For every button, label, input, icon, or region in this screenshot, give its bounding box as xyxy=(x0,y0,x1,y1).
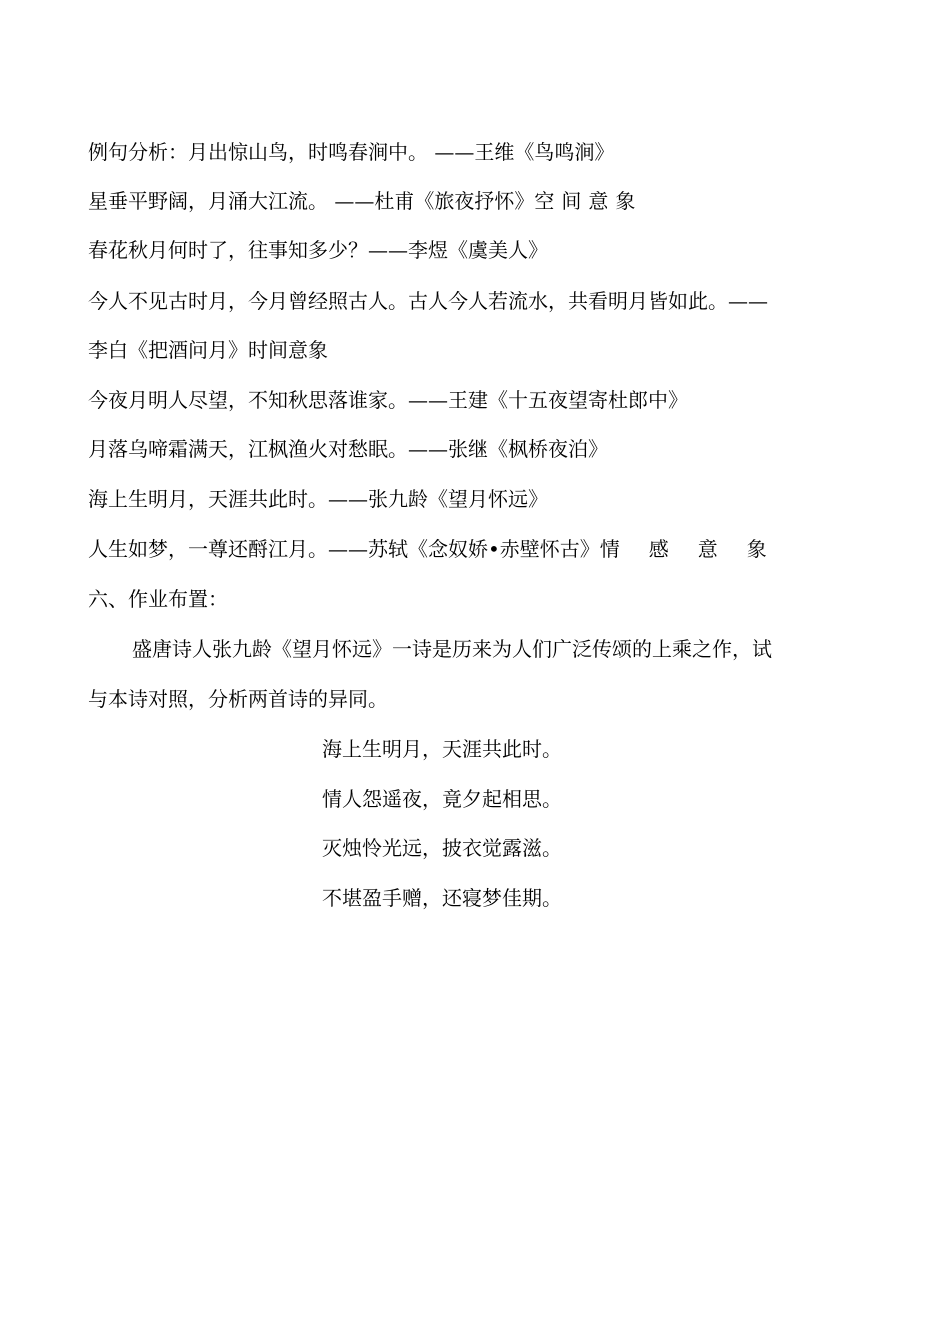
poem-line: 灭烛怜光远，披衣觉露滋。 xyxy=(322,836,562,860)
example-line-libai-2: 李白《把酒问月》时间意象 xyxy=(88,338,328,362)
example-line-wangwei: 例句分析：月出惊山鸟，时鸣春涧中。 ——王维《鸟鸣涧》 xyxy=(88,140,615,164)
poem-line: 不堪盈手赠，还寝梦佳期。 xyxy=(322,886,562,910)
poem-line: 海上生明月，天涯共此时。 xyxy=(322,737,562,761)
tag-space-imagery: 空间意象 xyxy=(534,189,643,213)
example-line-zhangji: 月落乌啼霜满天，江枫渔火对愁眠。——张继《枫桥夜泊》 xyxy=(88,437,608,461)
example-line-wangjian: 今夜月明人尽望，不知秋思落谁家。——王建《十五夜望寄杜郎中》 xyxy=(88,388,688,412)
homework-paragraph-line-1: 盛唐诗人张九龄《望月怀远》一诗是历来为人们广泛传颂的上乘之作，试 xyxy=(132,637,772,661)
homework-paragraph-line-2: 与本诗对照，分析两首诗的异同。 xyxy=(88,687,388,711)
example-line-liyu: 春花秋月何时了，往事知多少？——李煜《虞美人》 xyxy=(88,238,548,262)
example-text-sushi: 人生如梦，一尊还酹江月。——苏轼《念奴娇•赤壁怀古》 xyxy=(88,537,600,561)
example-line-zhangjiuling: 海上生明月，天涯共此时。——张九龄《望月怀远》 xyxy=(88,487,548,511)
tag-emotion-imagery: 情感意象 xyxy=(599,537,796,561)
poem-line: 情人怨遥夜，竟夕起相思。 xyxy=(322,787,562,811)
homework-heading: 六、作业布置： xyxy=(88,587,228,611)
example-line-dufu xyxy=(88,189,642,213)
example-line-libai-1: 今人不见古时月，今月曾经照古人。古人今人若流水，共看明月皆如此。—— xyxy=(88,289,768,313)
example-line-sushi xyxy=(88,537,796,561)
example-text-dufu: 星垂平野阔，月涌大江流。 ——杜甫《旅夜抒怀》 xyxy=(88,189,535,213)
